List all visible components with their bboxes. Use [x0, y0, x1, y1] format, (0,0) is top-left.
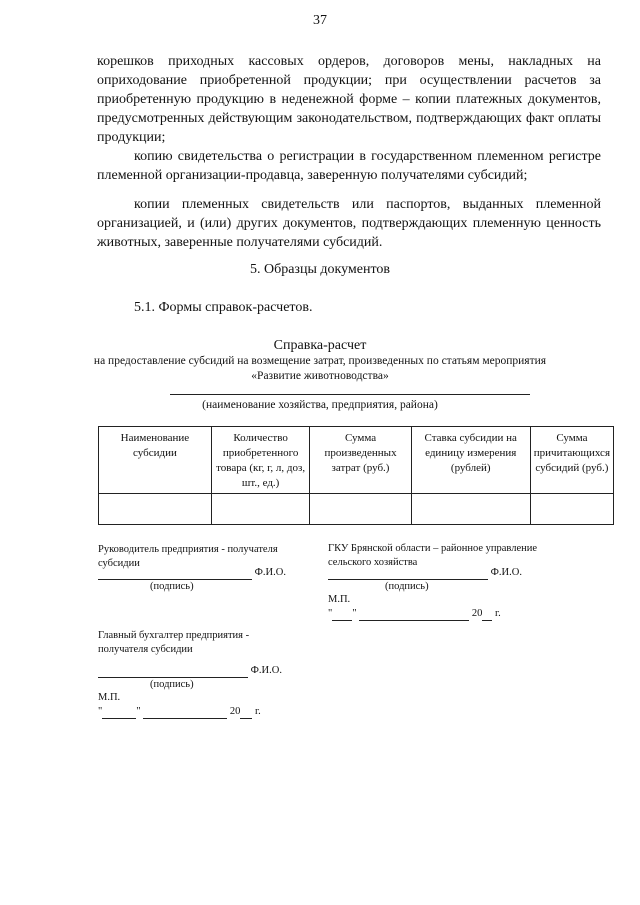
- org-name-caption: (наименование хозяйства, предприятия, района): [202, 399, 438, 411]
- form-title: Справка-расчет: [273, 338, 367, 353]
- table-cell[interactable]: [411, 494, 530, 525]
- accountant-year-prefix: 20: [229, 706, 241, 717]
- table-header-cell: Наименование субсидии: [99, 427, 212, 494]
- table-header-cell: Количество приобретенного товара (кг, г, л, доз, шт., ед.): [211, 427, 310, 494]
- accountant-signature-line[interactable]: [98, 666, 248, 678]
- head-signature-caption: (подпись): [150, 581, 194, 592]
- gku-year-prefix: 20: [471, 608, 483, 619]
- accountant-stamp-label: М.П.: [98, 692, 121, 703]
- head-signature-row: [98, 566, 286, 580]
- head-signature-line[interactable]: [98, 568, 252, 580]
- gku-signature-line[interactable]: [328, 568, 488, 580]
- table-header-cell: Ставка субсидии на единицу измерения (рублей): [411, 427, 530, 494]
- table-cell[interactable]: [211, 494, 310, 525]
- gku-signature-row: [328, 566, 522, 580]
- date-quote-close: ": [352, 608, 357, 619]
- accountant-year-suffix: г.: [254, 706, 261, 717]
- table-header-cell: Сумма причитающихся субсидий (руб.): [530, 427, 613, 494]
- table-cell[interactable]: [530, 494, 613, 525]
- gku-year-suffix: г.: [494, 608, 501, 619]
- paragraph-documents-list: корешков приходных кассовых ордеров, договоров мены, накладных на оприходование приобретенной продукции; при осуществлении расчетов за приобретенную продукцию в неденежной форме – копии платежных документов, предусмотренных действующим законодательством, подтверждающих факт оплаты продукции;: [97, 54, 601, 145]
- gku-date-day-line[interactable]: [332, 609, 352, 621]
- gku-title: ГКУ Брянской области – районное управление сельского хозяйства: [328, 543, 538, 568]
- accountant-fio-label: Ф.И.О.: [250, 665, 282, 676]
- accountant-date-day-line[interactable]: [102, 707, 136, 719]
- accountant-date-row: [98, 705, 261, 719]
- accountant-year-line[interactable]: [240, 707, 252, 719]
- subsection-title: 5.1. Формы справок-расчетов.: [134, 300, 313, 315]
- head-title: Руководитель предприятия - получателя субсидии: [98, 544, 278, 569]
- table-header-row: [99, 427, 614, 494]
- page-number: 37: [313, 13, 327, 28]
- date-quote-open: ": [328, 608, 333, 619]
- gku-date-row: [328, 607, 501, 621]
- date-quote-close: ": [136, 706, 141, 717]
- section-title: 5. Образцы документов: [249, 262, 391, 277]
- head-fio-label: Ф.И.О.: [254, 567, 286, 578]
- form-subtitle: на предоставление субсидий на возмещение затрат, произведенных по статьям мероприятия «Развитие животноводства»: [93, 355, 547, 382]
- date-quote-open: ": [98, 706, 103, 717]
- table-cell[interactable]: [310, 494, 411, 525]
- accountant-title: Главный бухгалтер предприятия - получателя субсидии: [98, 630, 250, 655]
- accountant-signature-caption: (подпись): [150, 679, 194, 690]
- table-cell[interactable]: [99, 494, 212, 525]
- accountant-date-month-line[interactable]: [143, 707, 227, 719]
- paragraph-breeding-certificates: копии племенных свидетельств или паспортов, выданных племенной организацией, и (или) других документов, подтверждающих племенную ценность животных, заверенные получателями субсидий.: [97, 197, 601, 250]
- gku-date-month-line[interactable]: [359, 609, 469, 621]
- org-name-line: [170, 394, 530, 395]
- calculation-table: [98, 426, 614, 525]
- accountant-signature-row: [98, 664, 282, 678]
- gku-year-line[interactable]: [482, 609, 492, 621]
- gku-signature-caption: (подпись): [385, 581, 429, 592]
- paragraph-registry-certificate: копию свидетельства о регистрации в государственном племенном регистре племенной организации-продавца, заверенную получателями субсидий;: [97, 149, 601, 183]
- gku-fio-label: Ф.И.О.: [490, 567, 522, 578]
- table-row: [99, 494, 614, 525]
- table-header-cell: Сумма произведенных затрат (руб.): [310, 427, 411, 494]
- gku-stamp-label: М.П.: [328, 594, 351, 605]
